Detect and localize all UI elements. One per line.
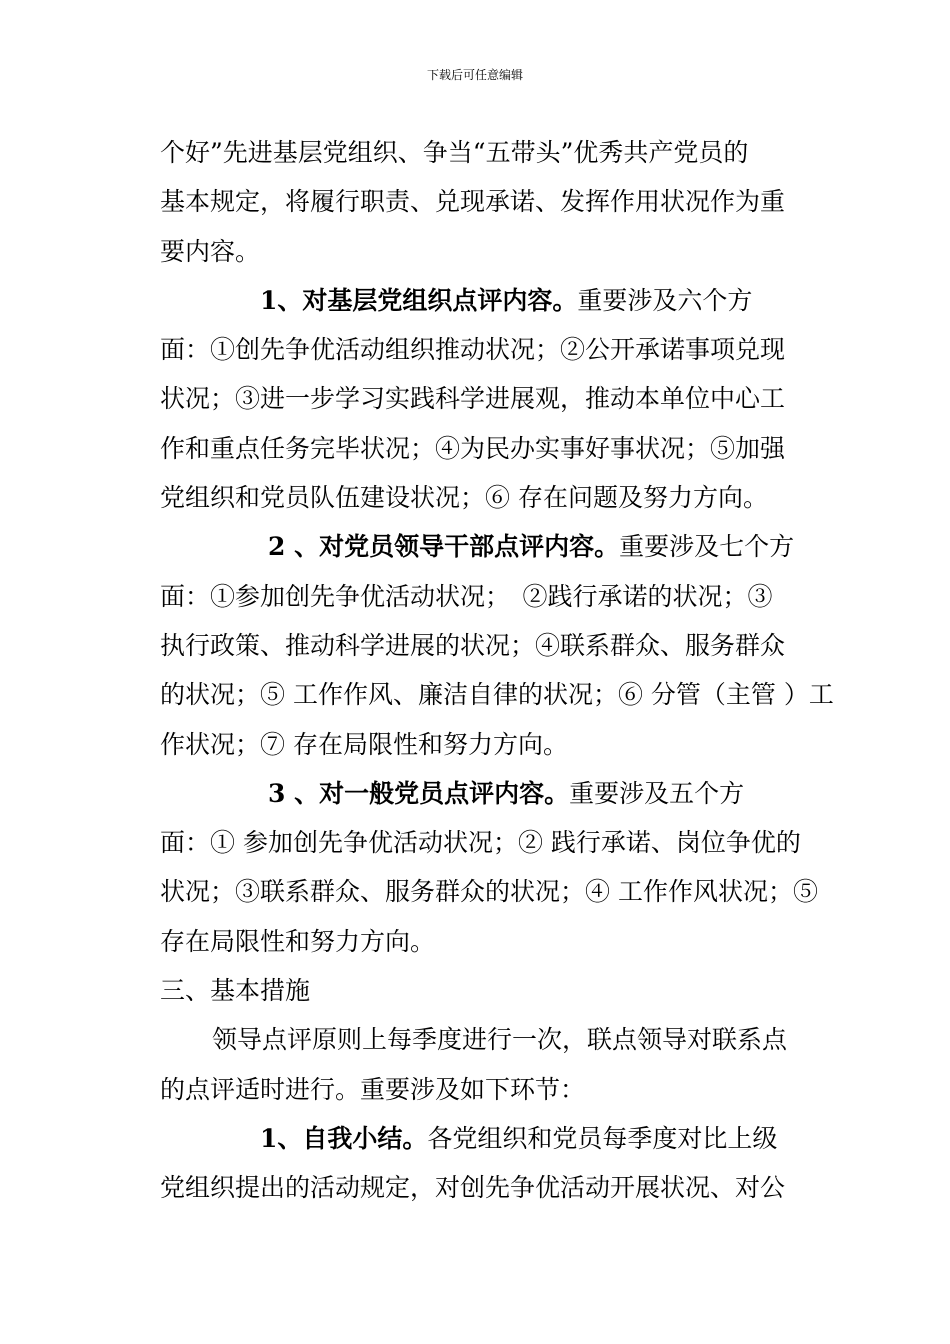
section-heading: 2 、对党员领导干部点评内容。 [268,532,620,562]
text-line: 党组织和党员队伍建设状况；⑥ 存在问题及努力方向。 [160,483,768,513]
text-line: 状况；③联系群众、服务群众的状况；④ 工作作风状况；⑤ [160,877,818,907]
section-heading-rest: 重要涉及七个方 [619,532,795,562]
text-line: 领导点评原则上每季度进行一次，联点领导对联系点 [212,1025,788,1055]
text-line: 执行政策、推动科学进展的状况；④联系群众、服务群众 [160,630,786,660]
text-line: 作和重点任务完毕状况；④为民办实事好事状况；⑤加强 [160,433,786,463]
page-header: 下载后可任意编辑 [426,68,523,82]
text-line: 的点评适时进行。重要涉及如下环节： [160,1074,586,1104]
text-line: 个好”先进基层党组织、争当“五带头”优秀共产党员的 [160,138,749,167]
text-line: 党组织提出的活动规定，对创先争优活动开展状况、对公 [160,1173,786,1203]
text-line: 面：①创先争优活动组织推动状况；②公开承诺事项兑现 [160,335,786,365]
section-heading-line [160,1114,800,1163]
text-line: 作状况；⑦ 存在局限性和努力方向。 [160,729,568,759]
section-heading-line [160,276,800,325]
section-heading: 3 、对一般党员点评内容。 [268,778,570,808]
section-heading: 1、对基层党组织点评内容。 [260,285,578,315]
section-heading-rest: 重要涉及六个方 [577,285,753,315]
text-line: 的状况；⑤ 工作作风、廉洁自律的状况；⑥ 分管（主管 ）工 [160,680,834,710]
section-heading-line [160,522,800,571]
document-body [160,128,834,1213]
text-line: 要内容。 [160,236,261,266]
text-line: 存在局限性和努力方向。 [160,926,436,956]
chapter-heading: 三、基本措施 [160,976,311,1006]
text-line: 面：① 参加创先争优活动状况；② 践行承诺、岗位争优的 [160,828,801,858]
text-line: 面：①参加创先争优活动状况； ②践行承诺的状况；③ [160,581,773,611]
text-line: 状况；③进一步学习实践科学进展观，推动本单位中心工 [160,384,786,414]
section-heading-rest: 重要涉及五个方 [569,778,745,808]
text-line: 基本规定，将履行职责、兑现承诺、发挥作用状况作为重 [160,187,786,217]
section-heading-line [160,769,800,818]
section-heading: 1、自我小结。 [260,1123,428,1153]
section-heading-rest: 各党组织和党员每季度对比上级 [427,1123,778,1153]
